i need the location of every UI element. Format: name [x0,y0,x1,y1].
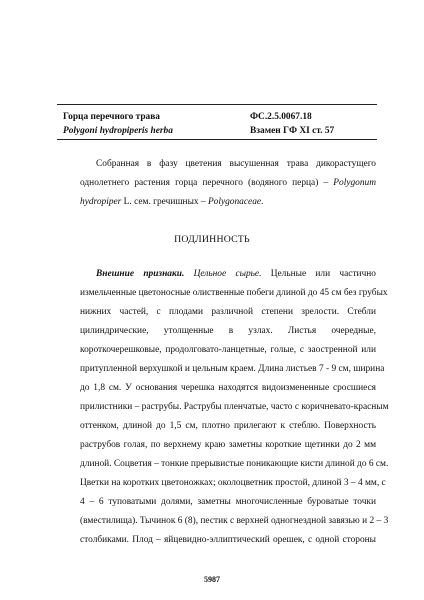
body-line: раструбов голая, по верхнему краю заметны короткие щетинки до 2 мм [80,440,376,450]
latin-genus: Polygonum [333,178,376,188]
page-number: 5987 [204,575,220,584]
body-line: измельченные цветоносные олиственные побеги длиной до 45 см без грубых [80,288,388,298]
body-line: Цветки на коротких цветоножках; околоцветник простой, длиной 3 – 4 мм, с [80,478,386,488]
section-heading: ПОДЛИННОСТЬ [174,234,250,245]
body-line: оттенком, длиной до 1,5 см, плотно прилегают к стеблю. Поверхность [80,421,376,431]
body-line: длиной. Соцветия – тонкие прерывистые поникающие кисти длиной до 6 см. [80,459,389,469]
body-line: нижних частей, с плодами различной степени зрелости. Стебли [80,307,376,317]
header-bottom-rule [57,139,377,140]
intro-text: . [261,197,264,207]
monograph-title: Горца перечного трава [63,112,160,122]
body-line: притупленной верхушкой и цельным краем. Длина листьев 7 - 9 см, ширина [80,364,385,374]
intro-line [96,157,376,171]
body-line: столбиками. Плод – яйцевидно-эллиптический орешек, с одной стороны [80,535,376,545]
intro-text: L. сем. гречишных – [121,197,208,207]
subsection-title: Внешние признаки. [96,269,185,279]
intro-line [80,176,376,190]
body-line: прилистники – раструбы. Раструбы пленчатые, часто с коричневато-красным [80,402,389,412]
intro-line [80,195,376,209]
body-line: до 1,8 см. У основания черешка находятся видоизмененные сросшиеся [80,383,376,393]
body-text: Цельные или частично [261,269,376,279]
latin-species: hydropiper [80,197,122,207]
monograph-latin-title: Polygoni hydropiperis herba [63,126,173,136]
intro-text: однолетнего растения горца перечного (водяного перца) – [80,178,329,188]
latin-family: Polygonaceae [207,197,262,207]
body-line: цилиндрические, утолщенные в узлах. Листья очередные, [80,326,376,336]
body-line: короткочерешковые, продолговато-ланцетные, голые, с заостренной или [80,345,376,355]
intro-text: Собранная в фазу цветения высушенная трава дикорастущего [96,159,376,169]
header-top-rule [57,104,377,105]
replaces-reference: Взамен ГФ XI ст. 57 [250,126,335,136]
body-line: (вместилища). Тычинок 6 (8), пестик с верхней одногнездной завязью и 2 – 3 [80,516,389,526]
subsection-subtitle: Цельное сырье. [184,269,262,279]
monograph-code: ФС.2.5.0067.18 [250,112,312,122]
body-line: 4 – 6 туповатыми долями, заметны многочисленные буроватые точки [80,497,376,507]
body-line [96,267,376,281]
